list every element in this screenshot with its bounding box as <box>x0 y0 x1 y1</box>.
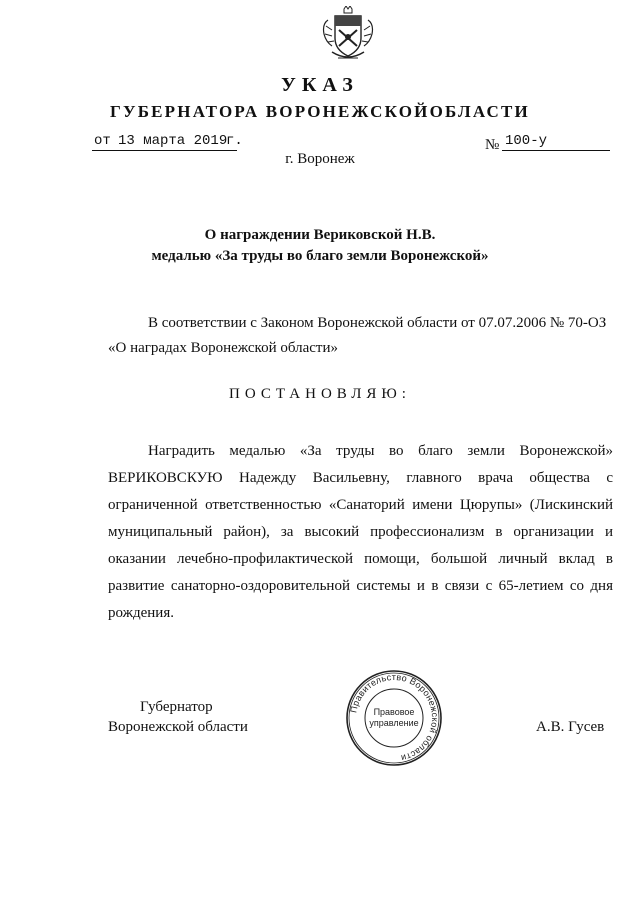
date-suffix: г. <box>226 133 243 149</box>
document-title: УКАЗ <box>281 74 359 96</box>
basis-line-1: В соответствии с Законом Воронежской области от 07.07.2006 № 70-ОЗ <box>148 315 607 331</box>
signatory-title-line-2: Воронежской области <box>108 719 248 735</box>
signatory-title <box>108 697 268 737</box>
svg-text:Правовое: Правовое <box>373 707 415 717</box>
svg-text:Правительство Воронежской обла: Правительство Воронежской области <box>348 671 441 764</box>
basis-line-2: «О наградах Воронежской области» <box>108 340 339 356</box>
signatory-title-line-1: Губернатор <box>140 699 213 715</box>
coat-of-arms-emblem <box>322 6 374 64</box>
svg-text:управление: управление <box>369 718 419 728</box>
signatory-name: А.В. Гусев <box>536 719 605 735</box>
subject-line-1: О награждении Вериковской Н.В. <box>204 227 436 243</box>
legal-basis <box>108 311 613 361</box>
document-subtitle: ГУБЕРНАТОРА ВОРОНЕЖСКОЙОБЛАСТИ <box>110 102 530 121</box>
seal-stamp <box>344 668 444 768</box>
document-date: 13 марта 2019 <box>118 133 228 149</box>
subject-line-2: медалью «За труды во благо земли Воронежской» <box>151 248 489 264</box>
document-number: 100-у <box>505 133 548 149</box>
number-sign: № <box>485 137 500 153</box>
document-city: г. Воронеж <box>285 151 355 167</box>
decree-heading: ПОСТАНОВЛЯЮ: <box>229 386 411 402</box>
date-prefix: от <box>94 133 111 149</box>
decree-body: Наградить медалью «За труды во благо земли Воронежской» ВЕРИКОВСКУЮ Надежду Васильевну, главного врача общества с ограниченной ответственностью «Санаторий имени Цюрупы» (Лискинский муниципальный район), за высокий профессионализм в организации и оказании лечебно-профилактической помощи, большой личный вклад в развитие санаторно-оздоровительной системы и в связи с 65-летием со дня рождения. <box>108 443 613 621</box>
document-subject <box>0 225 640 267</box>
